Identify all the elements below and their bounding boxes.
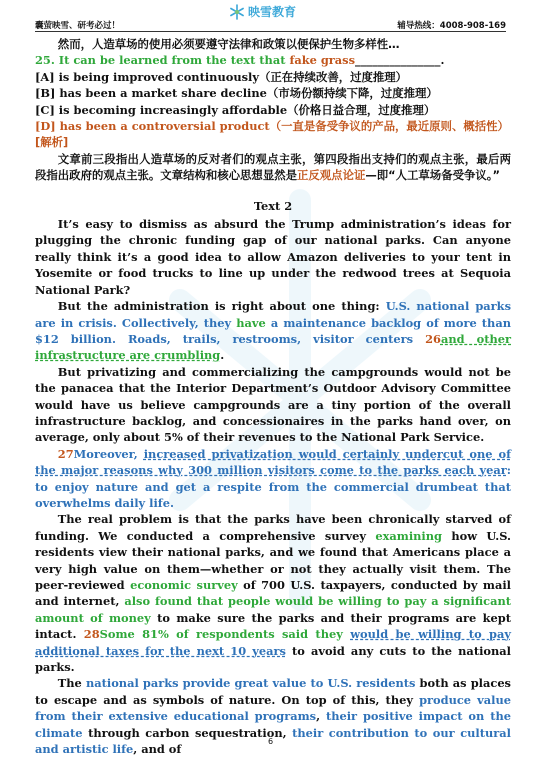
option-a-text: [A] is being improved continuously — [35, 69, 259, 84]
p4-privatization: increased privatization would certainly undercut one of the major reasons why 300 million visitors come to the parks each year — [35, 446, 511, 478]
p6-carbon: through carbon sequestration, — [82, 725, 293, 740]
intro-line: 然而，人造草场的使用必须要遵守法律和政策以便保护生物多样性… — [57, 37, 400, 51]
option-b-text: [B] has been a market share decline — [35, 86, 267, 101]
p2-have: have — [236, 315, 266, 330]
p6-climate: their positive impact on the climate — [35, 709, 512, 740]
p5-end: to avoid any cuts to the national parks. — [35, 643, 511, 675]
option-d-note: （一直是备受争议的产品，最近原则、概括性） — [269, 119, 509, 134]
analysis-text — [35, 151, 511, 184]
logo-text: 映雪教育 — [248, 5, 297, 19]
question-end: . — [440, 53, 445, 68]
question-stem: 25. It can be learned from the text that — [35, 53, 290, 68]
p2-lead: But the administration is right about one thing: — [57, 299, 386, 314]
p6-escape: both as places to escape and as symbols of nature. On top of this, they — [35, 676, 511, 707]
p5-economic-survey: economic survey — [130, 578, 238, 592]
p5-taxpayers: of 700 U.S. taxpayers, conducted by mail and internet, — [35, 578, 511, 609]
header-hotline: 辅导热线：4008-908-169 — [397, 21, 506, 31]
paragraph-4 — [35, 446, 511, 512]
question-marker-26: 26 — [425, 331, 441, 346]
option-d-text: [D] has been a controversial product — [35, 119, 270, 134]
question-topic: fake grass — [289, 53, 356, 68]
document-body — [35, 36, 511, 757]
question-marker-28: 28 — [83, 627, 100, 642]
header-divider — [35, 31, 506, 32]
p2-crisis-claim: U.S. national parks are in crisis. — [35, 299, 511, 330]
page-number: 6 — [267, 737, 274, 746]
p5-additional-taxes: would be willing to pay additional taxes for the next 10 years — [35, 627, 511, 658]
p2-backlog: a maintenance backlog of more than $12 billion. Roads, trails, restrooms, visitor centers — [35, 315, 511, 346]
question-25 — [35, 52, 511, 68]
question-blank: _______________ — [355, 53, 441, 68]
text-title: Text 2 — [253, 198, 293, 213]
option-b — [35, 85, 511, 101]
paragraph-3: But privatizing and commercializing the campgrounds would not be the panacea that the Interior Department’s Outdoor Advisory Committee would have us believe campgrounds are a tiny portion of the overall infrastructure backlog, and concessionaires in the parks hand over, on average, only about 5% of their revenues to the National Park Service. — [35, 364, 511, 445]
p6-great-value: national parks provide great value to U.S. residents — [85, 676, 416, 691]
analysis-label: [解析] — [35, 135, 69, 150]
p5-mid: how U.S. residents view their national parks, and we found that Americans place a very high value on them—whether or not they actually visit them. The peer-reviewed — [35, 528, 511, 592]
option-c-text: [C] is becoming increasingly affordable — [35, 102, 288, 117]
paragraph-1: It’s easy to dismiss as absurd the Trump administration’s ideas for plugging the chronic funding gap of our national parks. Can anyone really think it’s a good idea to allow Amazon deliveries to your tent in Yosemite or food trucks to line up under the redwood trees at Sequoia National Park? — [35, 217, 511, 297]
header-slogan: 囊萤映雪、研考必过！ — [35, 21, 121, 31]
p6-the: The — [57, 676, 86, 691]
snowflake-logo-icon — [229, 4, 245, 20]
analysis-part-1: 文章前三段指出人造草场的反对者们的观点主张，第四段指出支持们的观点主张，最后两段指出政府的观点主张。文章结构和核心思想显然是 — [35, 151, 511, 183]
p6-educational: produce value from their extensive educational programs — [35, 692, 512, 724]
option-a — [35, 69, 511, 85]
p5-lead: The real problem is that the parks have been chronically starved of funding. We conducted a comprehensive survey — [35, 512, 511, 543]
option-c-note: （价格日益合理，过度推理） — [287, 102, 436, 117]
p2-crumbling: and other infrastructure are crumbling — [35, 331, 511, 363]
p6-comma: , — [316, 709, 326, 724]
paragraph-5 — [35, 511, 511, 675]
p5-examining: examining — [375, 528, 442, 543]
p5-respondents: Some 81% of respondents said they — [99, 627, 351, 642]
p6-cultural: their contribution to our cultural and artistic life — [35, 725, 511, 757]
paragraph-2 — [35, 298, 511, 364]
p6-end: , and of — [133, 742, 182, 757]
p4-respite: : to enjoy nature and get a respite from the commercial drumbeat that overwhelms daily life. — [35, 463, 511, 510]
option-c — [35, 102, 511, 118]
option-d — [35, 118, 511, 134]
header-logo — [229, 3, 296, 20]
p5-intact: to make sure the parks and their programs are kept intact. — [35, 610, 511, 642]
question-marker-27: 27 — [57, 446, 74, 461]
option-b-note: （市场份额持续下降，过度推理） — [266, 86, 438, 101]
option-a-note: （正在持续改善，过度推理） — [258, 69, 408, 84]
analysis-part-3: —即“人工草场备受争议。” — [365, 168, 500, 183]
p2-collectively: Collectively, they — [116, 315, 237, 330]
p5-willing: also found that people would be willing to pay a significant amount of money — [35, 594, 511, 625]
p2-end: . — [220, 348, 225, 363]
p4-moreover: Moreover, — [73, 446, 144, 461]
analysis-highlight: 正反观点论证 — [297, 168, 366, 183]
page-header — [35, 0, 506, 34]
